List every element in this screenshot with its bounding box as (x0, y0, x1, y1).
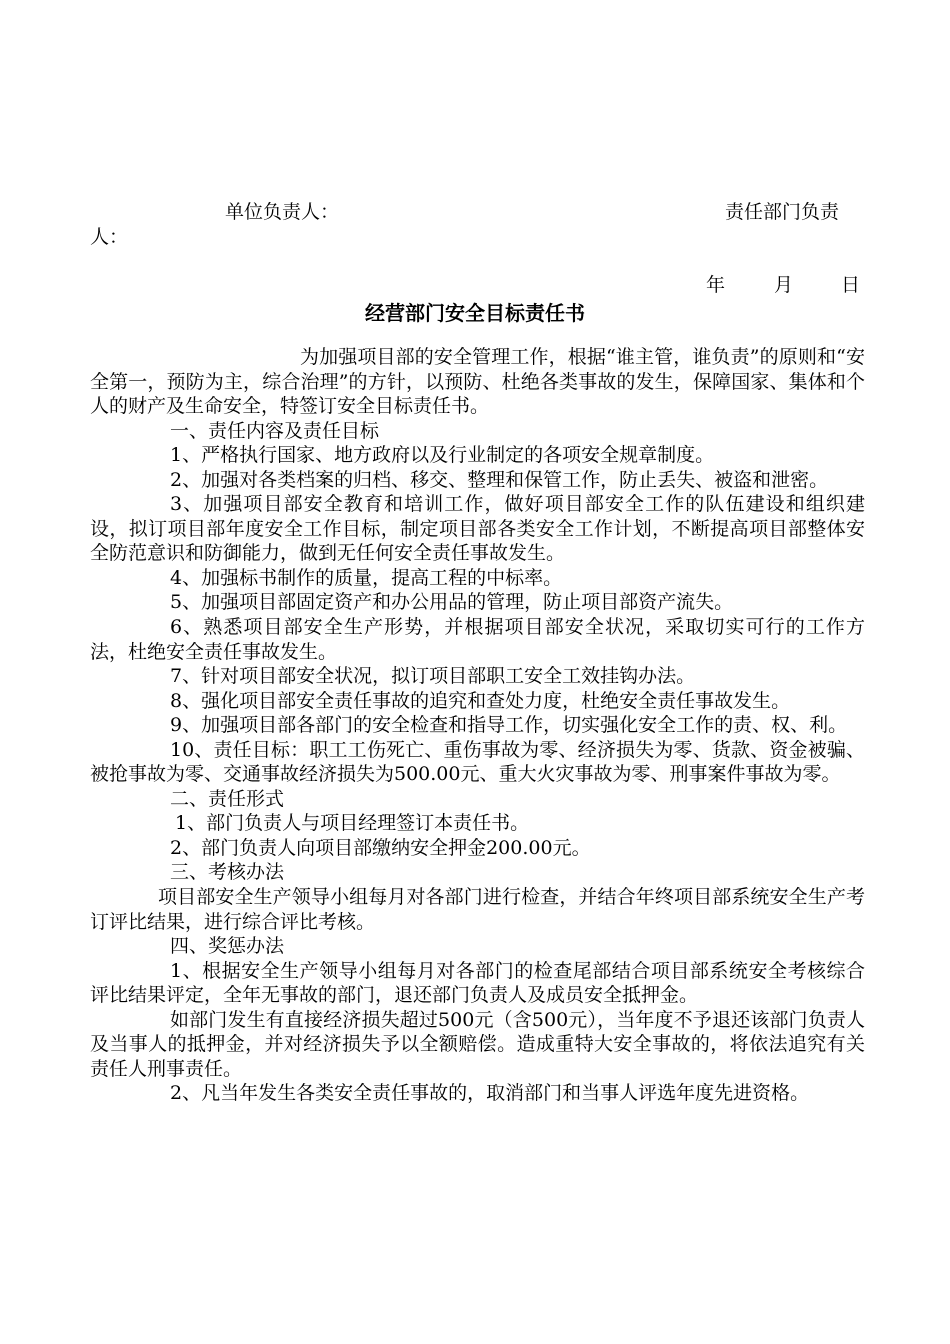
form-item-2: 2、部门负责人向项目部缴纳安全押金200.00元。 (170, 836, 591, 859)
assessment-paragraph: 项目部安全生产领导小组每月对各部门进行检查，并结合年终项目部系统安全生产考订评比结果，进行综合评比考核。 (90, 886, 865, 933)
reward-item-2: 2、凡当年发生各类安全责任事故的，取消部门和当事人评选年度先进资格。 (170, 1082, 810, 1105)
dept-head-label: 责任部门负责 (725, 201, 840, 223)
document-body (90, 345, 865, 1106)
item-8: 8、强化项目部安全责任事故的追究和查处力度，杜绝安全责任事故发生。 (170, 689, 791, 712)
section-heading-2: 二、责任形式 (170, 787, 285, 810)
intro-paragraph: 为加强项目部的安全管理工作，根据“谁主管，谁负责”的原则和“安全第一，预防为主，综合治理”的方针，以预防、杜绝各类事故的发生，保障国家、集体和个人的财产及生命安全，特签订安全目标责任书。 (90, 346, 865, 418)
unit-head-label: 单位负责人： (225, 201, 340, 223)
item-3: 3、加强项目部安全教育和培训工作，做好项目部安全工作的队伍建设和组织建设，拟订项目部年度安全工作目标，制定项目部各类安全工作计划，不断提高项目部整体安全防范意识和防御能力，做到无任何安全责任事故发生。 (90, 493, 865, 565)
section-heading-1: 一、责任内容及责任目标 (170, 419, 380, 442)
item-7: 7、针对项目部安全状况，拟订项目部职工安全工效挂钩办法。 (170, 665, 696, 688)
item-9: 9、加强项目部各部门的安全检查和指导工作，切实强化安全工作的责、权、利。 (170, 714, 848, 737)
section-heading-3: 三、考核办法 (170, 861, 285, 884)
penalty-paragraph: 如部门发生有直接经济损失超过500元（含500元），当年度不予退还该部门负责人及当事人的抵押金，并对经济损失予以全额赔偿。造成重特大安全事故的，将依法追究有关责任人刑事责任。 (90, 1008, 865, 1080)
form-item-1: 1、部门负责人与项目经理签订本责任书。 (175, 812, 530, 835)
item-5: 5、加强项目部固定资产和办公用品的管理，防止项目部资产流失。 (170, 591, 734, 614)
date-year: 年 (706, 274, 726, 296)
item-10: 10、责任目标：职工工伤死亡、重伤事故为零、经济损失为零、货款、资金被骗、被抢事故为零、交通事故经济损失为500.00元、重大火灾事故为零、刑事案件事故为零。 (90, 738, 865, 786)
item-4: 4、加强标书制作的质量，提高工程的中标率。 (170, 566, 563, 589)
item-1: 1、严格执行国家、地方政府以及行业制定的各项安全规章制度。 (170, 444, 715, 467)
document-title: 经营部门安全目标责任书 (365, 301, 585, 325)
section-heading-4: 四、奖惩办法 (170, 935, 285, 958)
item-6: 6、熟悉项目部安全生产形势，并根据项目部安全状况，采取切实可行的工作方法，杜绝安全责任事故发生。 (90, 616, 865, 663)
date-day: 日 (841, 274, 861, 296)
reward-item-1: 1、根据安全生产领导小组每月对各部门的检查尾部结合项目部系统安全考核综合评比结果评定，全年无事故的部门，退还部门负责人及成员安全抵押金。 (90, 959, 865, 1007)
date-month: 月 (774, 274, 794, 296)
dept-head-label-continued: 人： (90, 226, 129, 248)
item-2: 2、加强对各类档案的归档、移交、整理和保管工作，防止丢失、被盗和泄密。 (170, 468, 829, 491)
